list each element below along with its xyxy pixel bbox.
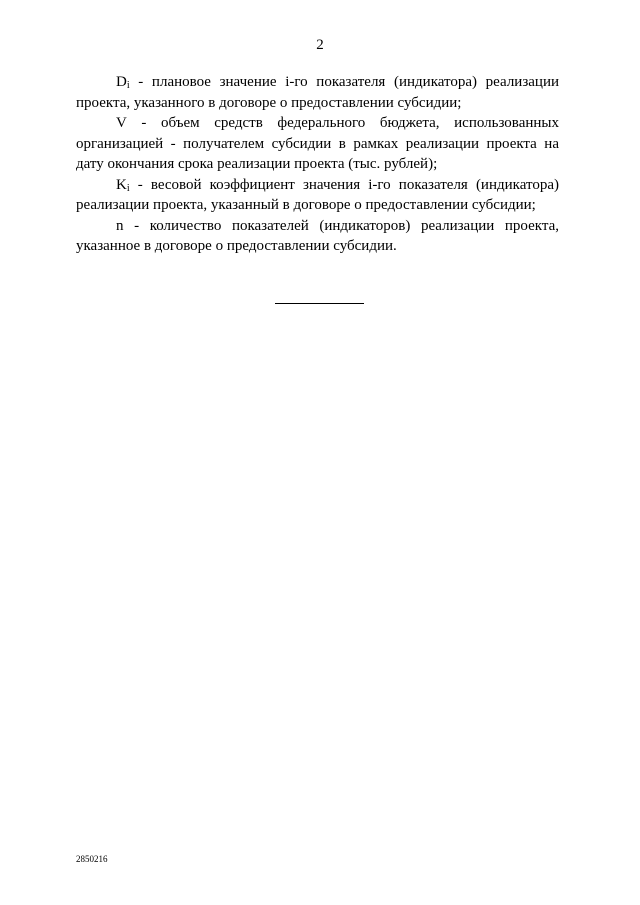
symbol-letter: K xyxy=(116,176,127,193)
definition-text: - весовой коэффициент значения i-го показателя (индикатора) реализации проекта, указанный в договоре о предоставлении субсидии; xyxy=(76,176,559,213)
definition-item xyxy=(76,175,559,216)
page-number: 2 xyxy=(316,37,324,53)
definition-text: - плановое значение i-го показателя (индикатора) реализации проекта, указанного в договоре о предоставлении субсидии; xyxy=(76,74,559,111)
symbol-subscript: i xyxy=(126,182,130,194)
formula-symbol xyxy=(116,115,127,131)
formula-symbol xyxy=(116,74,130,90)
formula-symbol xyxy=(116,218,124,234)
symbol-letter: V xyxy=(116,115,127,131)
document-body xyxy=(76,72,559,257)
symbol-subscript: i xyxy=(126,80,130,91)
formula-symbol xyxy=(116,177,130,193)
definition-item xyxy=(76,113,559,175)
definition-item xyxy=(76,216,559,257)
symbol-letter: D xyxy=(116,74,127,90)
definition-text: - количество показателей (индикаторов) реализации проекта, указанное в договоре о предоставлении субсидии. xyxy=(76,217,559,254)
symbol-letter: n xyxy=(116,217,124,234)
definition-item xyxy=(76,72,559,113)
document-id: 2850216 xyxy=(76,854,108,864)
end-divider xyxy=(275,303,364,304)
definition-text: - объем средств федерального бюджета, использованных организацией - получателем субсидии в рамках реализации проекта на дату окончания срока реализации проекта (тыс. рублей); xyxy=(76,115,559,172)
